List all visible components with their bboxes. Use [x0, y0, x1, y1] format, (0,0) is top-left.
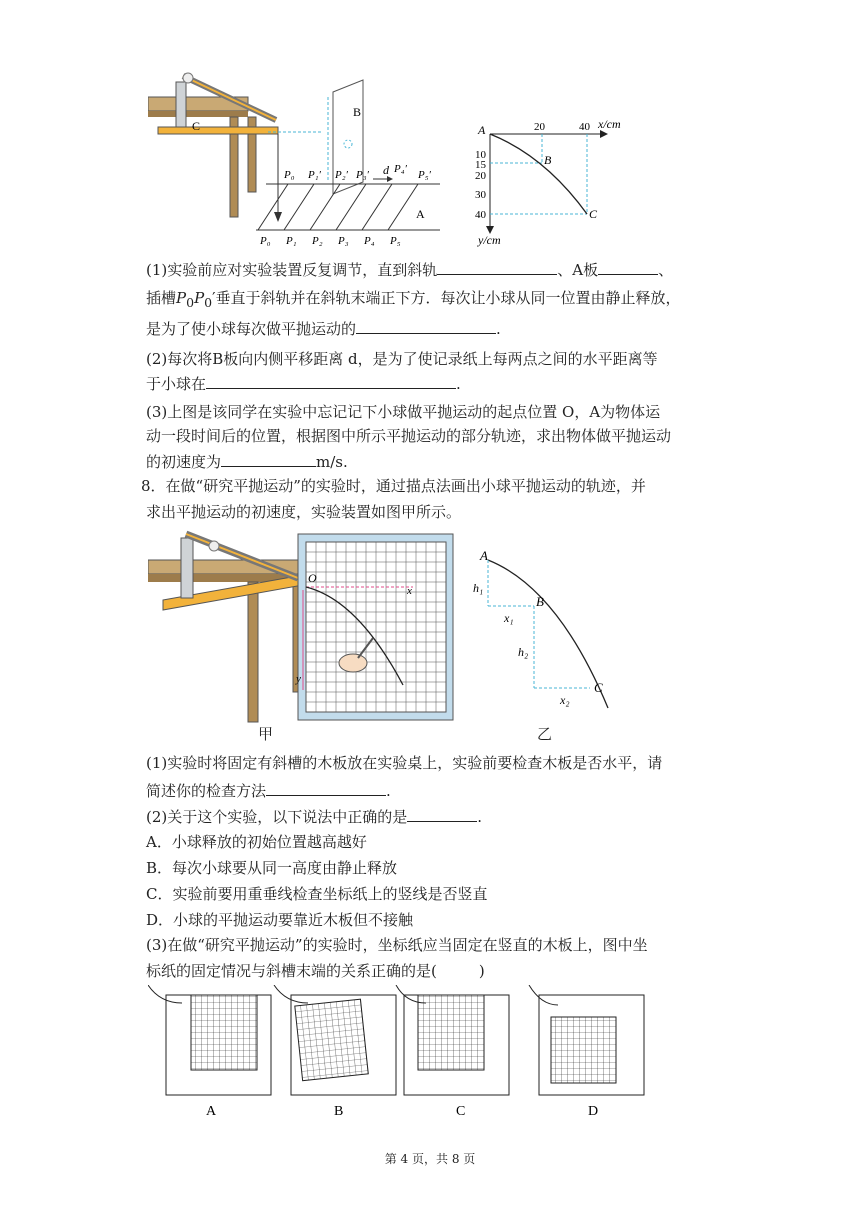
apparatus-figure-1: [148, 72, 448, 250]
choice-c-figure: [396, 985, 509, 1095]
p-bottom-1: P₁: [286, 235, 297, 247]
q8-blank-2[interactable]: [407, 805, 477, 822]
apparatus-figure-jia: [148, 530, 458, 725]
graph1-origin: A: [478, 123, 486, 137]
fig-yi-caption: 乙: [537, 725, 553, 743]
p-top-2: P₂′: [335, 169, 348, 181]
q8-blank-1[interactable]: [266, 779, 386, 796]
graph1-ytick-15: 15: [475, 159, 486, 171]
choice-d-figure: [529, 985, 644, 1095]
graph1-x-axis: x/cm: [598, 118, 621, 131]
graph1-point-b: B: [544, 153, 552, 167]
p-bottom-5: P₅: [390, 235, 401, 247]
jia-y-label: y: [296, 673, 301, 685]
p-bottom-3: P₃: [338, 235, 349, 247]
choice-a-label: A: [206, 1104, 217, 1119]
q8-q2-line: (2)关于这个实验，以下说法中正确的是 .: [146, 805, 482, 827]
q7-line-6: (3)上图是该同学在实验中忘记记下小球做平抛运动的起点位置 O，A为物体运: [146, 403, 661, 421]
q8-q3-line-1: (3)在做“研究平抛运动”的实验时，坐标纸应当固定在竖直的木板上，图中坐: [146, 936, 648, 954]
q8-q3-line-2: 标纸的固定情况与斜槽末端的关系正确的是( ): [146, 962, 485, 980]
slot-c-label: C: [192, 119, 201, 133]
p-bottom-0: P₀: [260, 235, 271, 247]
q7-line-3: 是为了使小球每次做平抛运动的 .: [146, 317, 501, 339]
p-top-0: P₀: [284, 169, 295, 181]
q7-blank-3[interactable]: [356, 317, 496, 334]
choice-b-figure: [274, 985, 396, 1095]
q8-choice-paren[interactable]: [437, 960, 479, 976]
yi-point-b: B: [536, 594, 544, 609]
graph1-ytick-40: 40: [475, 209, 486, 221]
board-a-label: A: [416, 207, 425, 221]
jia-o-label: O: [308, 571, 317, 585]
choice-d-label: D: [588, 1104, 599, 1119]
yi-x2: x₂: [560, 693, 570, 707]
p-bottom-4: P₄: [364, 235, 375, 247]
p-bottom-2: P₂: [312, 235, 323, 247]
p0-p0prime: $P_0P_0'$: [176, 289, 216, 310]
graph1-ytick-10: 10: [475, 149, 486, 161]
yi-point-a: A: [480, 548, 488, 563]
p-top-5: P₅′: [418, 169, 431, 181]
q7-line-2: 插槽$P_0P_0'$垂直于斜轨并在斜轨末端正下方．每次让小球从同一位置由静止释放，: [146, 289, 681, 310]
graph1-y-axis: y/cm: [478, 233, 501, 247]
q8-q1-line-1: (1)实验时将固定有斜槽的木板放在实验桌上，实验前要检查木板是否水平，请: [146, 754, 663, 772]
p-top-4: P₄′: [394, 163, 407, 175]
option-a: A．小球释放的初始位置越高越好: [146, 833, 367, 851]
q7-blank-4[interactable]: [206, 372, 456, 389]
q7-blank-5[interactable]: [221, 450, 316, 467]
yi-h2: h₂: [518, 645, 529, 659]
q8-q1-line-2: 简述你的检查方法 .: [146, 779, 391, 801]
q7-line-8: 的初速度为 m/s.: [146, 450, 348, 472]
yi-point-c: C: [594, 680, 603, 695]
choice-a-figure: [148, 985, 271, 1095]
option-c: C．实验前要用重垂线检查坐标纸上的竖线是否竖直: [146, 885, 488, 903]
trajectory-figure-yi: [468, 548, 618, 718]
graph1-xtick-40: 40: [579, 121, 590, 133]
choice-b-label: B: [334, 1104, 344, 1119]
page-footer: 第 4 页，共 8 页: [384, 1152, 476, 1166]
option-b: B．每次小球要从同一高度由静止释放: [146, 859, 398, 877]
q7-blank-1[interactable]: [437, 258, 557, 275]
q7-line-4: (2)每次将B板向内侧平移距离 d，是为了使记录纸上每两点之间的水平距离等: [146, 350, 658, 368]
yi-h1: h₁: [473, 581, 484, 595]
graph1-xtick-20: 20: [534, 121, 545, 133]
q8-line-2: 求出平抛运动的初速度，实验装置如图甲所示。: [146, 503, 462, 521]
graph1-ytick-30: 30: [475, 189, 486, 201]
d-label: d: [383, 163, 389, 177]
p-top-1: P₁′: [308, 169, 321, 181]
q7-line-1: (1)实验前应对实验装置反复调节，直到斜轨 、A板 、: [146, 258, 673, 280]
jia-x-label: x: [407, 585, 412, 597]
p-top-3: P₃′: [356, 169, 369, 181]
q8-line-1: 8．在做“研究平抛运动”的实验时，通过描点法画出小球平抛运动的轨迹，并: [141, 477, 646, 495]
option-d: D．小球的平抛运动要靠近木板但不接触: [146, 911, 414, 929]
trajectory-graph-1: [470, 118, 650, 248]
plate-b-label: B: [353, 105, 362, 119]
q7-blank-2[interactable]: [598, 258, 658, 275]
graph1-point-c: C: [589, 207, 598, 221]
choice-c-label: C: [456, 1104, 466, 1119]
q7-line-7: 动一段时间后的位置，根据图中所示平抛运动的部分轨迹，求出物体做平抛运动: [146, 427, 672, 445]
choice-figures: [148, 985, 658, 1120]
fig-jia-caption: 甲: [258, 725, 274, 743]
q7-line-5: 于小球在 .: [146, 372, 461, 394]
yi-x1: x₁: [504, 611, 514, 625]
graph1-ytick-20: 20: [475, 170, 486, 182]
